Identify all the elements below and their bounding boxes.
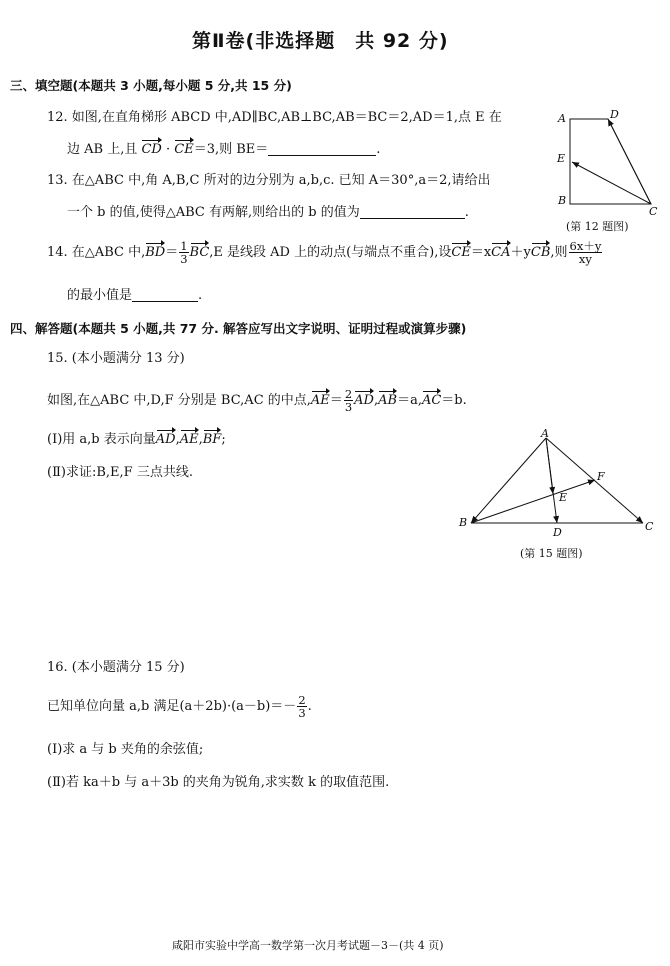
q15-heading: 15. (本小题满分 13 分) <box>47 351 185 366</box>
point-e-label: E <box>557 152 566 165</box>
q12-figure-caption: (第 12 题图) <box>566 220 629 233</box>
vector-ae-arrow <box>546 438 553 494</box>
q12-line2: 边 AB 上,且 CD · CE＝3,则 BE＝ . <box>67 142 381 157</box>
q16-stem: 已知单位向量 a,b 满足(a＋2b)·(a－b)＝－ $\frac{2}{3}$ . <box>47 693 312 721</box>
point-a-label: A <box>541 427 549 440</box>
point-e-label: E <box>559 491 568 504</box>
q14-line2: 的最小值是 . <box>67 288 203 303</box>
section-heading-fill-in: 三、填空题(本题共 3 小题,每小题 5 分,共 15 分) <box>10 78 292 93</box>
q14-line1: 14. 在△ABC 中,BD＝ $\frac{1}{3}$ BC,E 是线段 AD 上的动点(与端点不重合),设CE＝xCA＋yCB,则 $\frac{6x+y}{xy}$ <box>47 239 602 267</box>
point-c-label: C <box>645 520 654 533</box>
q15-figure-caption: (第 15 题图) <box>520 547 583 560</box>
page-footer: 咸阳市实验中学高一数学第一次月考试题－3－(共 4 页) <box>172 939 444 952</box>
point-d-label: D <box>553 526 562 539</box>
point-a-label: A <box>558 112 566 125</box>
point-b-label: B <box>459 516 468 529</box>
trapezoid-abcd <box>570 119 651 204</box>
q13-answer-blank[interactable] <box>360 218 465 219</box>
point-c-label: C <box>649 205 658 216</box>
q15-stem: 如图,在△ABC 中,D,F 分别是 BC,AC 的中点,AE＝ $\frac{2}{3}$ AD,AB＝a,AC＝b. <box>47 387 467 415</box>
q14-answer-blank[interactable] <box>132 301 198 302</box>
vector-ce-arrow <box>572 162 651 204</box>
q15-figure <box>455 426 660 541</box>
vector-cd-arrow <box>608 119 651 204</box>
paper-title: 第Ⅱ卷(非选择题 共 92 分) <box>192 30 449 52</box>
q13-line1: 13. 在△ABC 中,角 A,B,C 所对的边分别为 a,b,c. 已知 A＝30°,a＝2,请给出 <box>47 173 491 188</box>
q12-figure <box>548 104 660 216</box>
vector-ce: CE <box>174 142 194 157</box>
section-heading-solutions: 四、解答题(本题共 5 小题,共 77 分. 解答应写出文字说明、证明过程或演算步骤) <box>10 321 467 336</box>
q16-part2: (Ⅱ)若 ka＋b 与 a＋3b 的夹角为锐角,求实数 k 的取值范围. <box>47 775 390 790</box>
point-f-label: F <box>597 470 605 483</box>
vector-cd: CD <box>141 142 162 157</box>
q16-part1: (Ⅰ)求 a 与 b 夹角的余弦值; <box>47 742 204 757</box>
q15-part1: (Ⅰ)用 a,b 表示向量AD,AE,BF; <box>47 432 226 447</box>
q15-part2: (Ⅱ)求证:B,E,F 三点共线. <box>47 465 193 480</box>
q16-heading: 16. (本小题满分 15 分) <box>47 660 185 675</box>
point-b-label: B <box>558 194 567 207</box>
q12-line1: 12. 如图,在直角梯形 ABCD 中,AD∥BC,AB⊥BC,AB＝BC＝2,AD＝1,点 E 在 <box>47 110 502 125</box>
q12-answer-blank[interactable] <box>268 155 376 156</box>
point-d-label: D <box>610 108 619 121</box>
q13-line2: 一个 b 的值,使得△ABC 有两解,则给出的 b 的值为 . <box>67 205 469 220</box>
